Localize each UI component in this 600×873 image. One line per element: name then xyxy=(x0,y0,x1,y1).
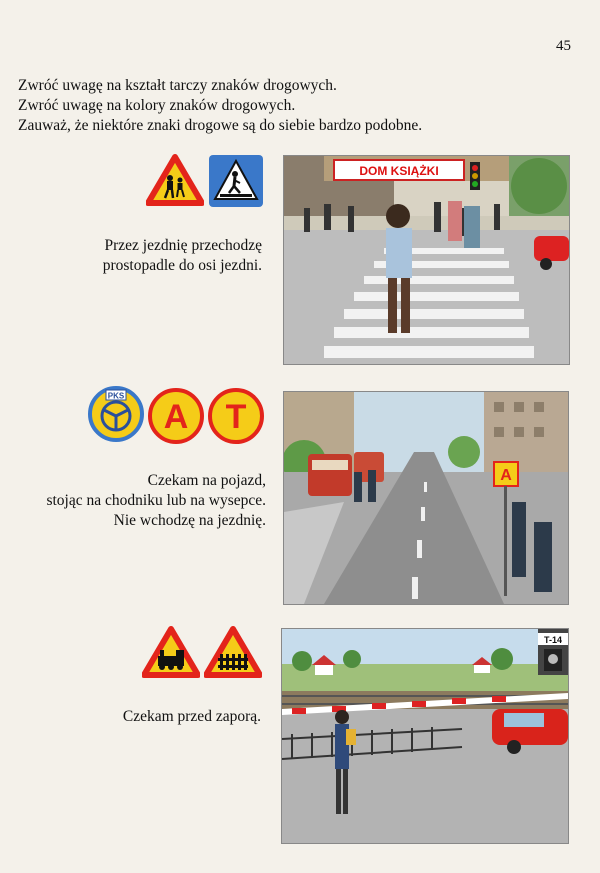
tram-stop-sign-icon xyxy=(148,388,204,444)
intro-line: Zwróć uwagę na kształt tarczy znaków drogowych. xyxy=(18,77,337,94)
pedestrian-crossing-sign-icon xyxy=(208,154,264,208)
waiting-caption xyxy=(46,471,266,531)
tram-stop-illustration xyxy=(283,391,569,605)
intro-line: Zauważ, że niektóre znaki drogowe są do siebie bardzo podobne. xyxy=(18,117,423,134)
intro-text xyxy=(18,76,422,136)
page-number: 45 xyxy=(556,38,571,54)
railway-warning-sign-icon xyxy=(142,626,200,678)
children-warning-sign-icon xyxy=(146,154,204,206)
caption-line: stojąc na chodniku lub na wysepce. xyxy=(46,492,266,509)
caption-line: Nie wchodzę na jezdnię. xyxy=(113,512,266,529)
bus-stop-sign-icon xyxy=(88,386,144,442)
stop-sign-letter: A xyxy=(500,467,512,484)
crossing-plate: T-14 xyxy=(543,635,563,645)
crossing-caption xyxy=(103,236,262,276)
taxi-stop-sign-icon xyxy=(208,388,264,444)
barrier-caption xyxy=(123,707,261,727)
barrier-warning-sign-icon xyxy=(204,626,262,678)
caption-line: Czekam na pojazd, xyxy=(147,472,266,489)
tram-sign-letter: T xyxy=(225,398,247,436)
autobus-sign-letter: A xyxy=(163,398,189,436)
caption-line: prostopadle do osi jezdni. xyxy=(102,257,262,274)
railway-barrier-illustration xyxy=(281,628,569,844)
shop-sign: DOM KSIĄŻKI xyxy=(359,164,439,178)
caption-line: Przez jezdnię przechodzę xyxy=(104,237,262,254)
intro-line: Zwróć uwagę na kolory znaków drogowych. xyxy=(18,97,296,114)
caption-line: Czekam przed zaporą. xyxy=(122,708,261,725)
crosswalk-illustration xyxy=(283,155,570,365)
bus-stop-sign-label: PKS xyxy=(107,391,125,401)
